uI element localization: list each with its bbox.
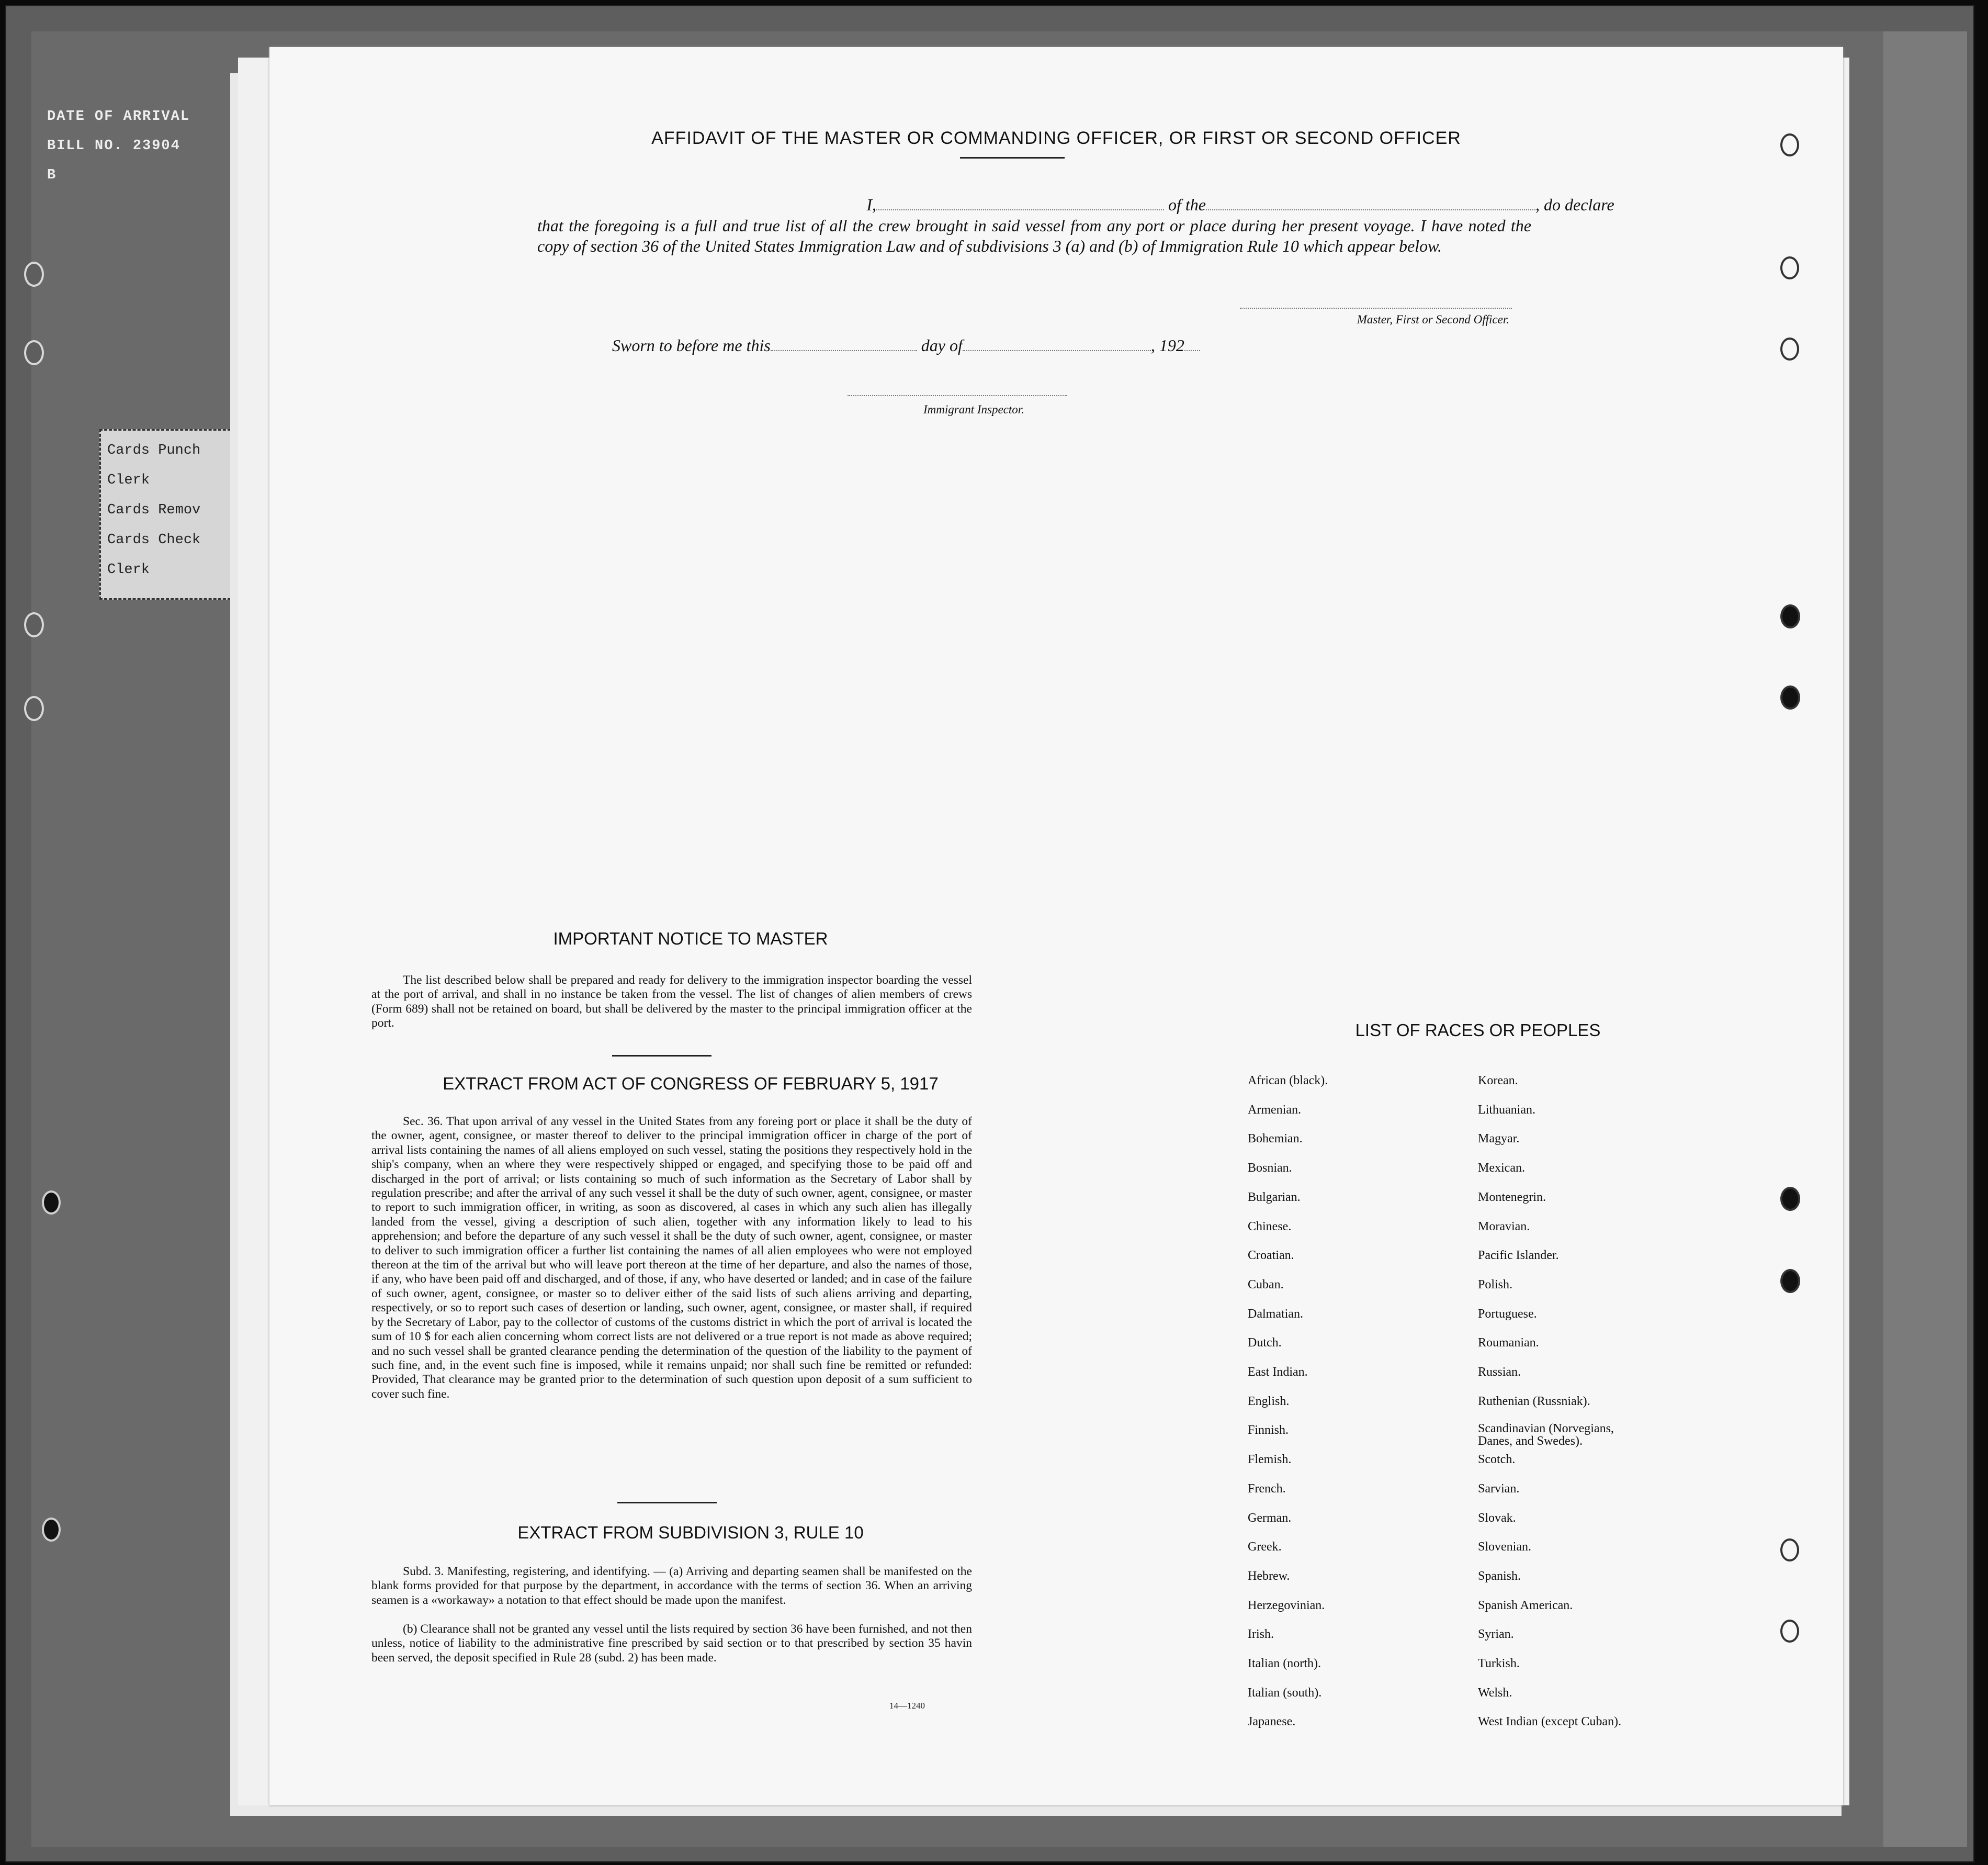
race-item: Magyar.: [1478, 1132, 1520, 1146]
sworn-month-field[interactable]: [963, 350, 1151, 351]
race-item: Welsh.: [1478, 1686, 1512, 1700]
sworn-line: [612, 336, 1397, 355]
section-rule: [612, 1055, 711, 1057]
stamp-line: B: [47, 167, 57, 183]
race-item: Bohemian.: [1248, 1132, 1303, 1146]
form-number: 14—1240: [889, 1701, 925, 1711]
inspector-label: Immigrant Inspector.: [923, 403, 1024, 416]
punch-hole: [42, 1518, 61, 1542]
sworn-year-field[interactable]: [1184, 350, 1200, 351]
race-item: Hebrew.: [1248, 1569, 1290, 1583]
race-item: Dalmatian.: [1248, 1307, 1303, 1321]
signature-field[interactable]: [1240, 308, 1512, 309]
race-item: African (black).: [1248, 1074, 1328, 1087]
card-box-line: Cards Check: [107, 532, 201, 548]
race-item: Herzegovinian.: [1248, 1598, 1325, 1612]
race-item: Chinese.: [1248, 1219, 1292, 1233]
subdivision-3a-body: Subd. 3. Manifesting, registering, and identifying. — (a) Arriving and departing seamen shall be manifested on the blank forms provided for that purpose by the department, in accordance with the terms of section 36. When an arriving seamen is a «workaway» a notation to that effect should be made upon the manifest.: [371, 1565, 972, 1607]
punch-hole: [24, 262, 44, 287]
crew-list-sheet: [269, 47, 1843, 1805]
inspector-signature-field[interactable]: [848, 395, 1067, 396]
race-item: German.: [1248, 1511, 1292, 1525]
card-box-line: Clerk: [107, 473, 150, 488]
race-item: Croatian.: [1248, 1249, 1294, 1263]
section-rule: [617, 1502, 717, 1503]
race-item: Slovenian.: [1478, 1540, 1531, 1554]
race-item: Greek.: [1248, 1540, 1282, 1554]
extract-act-title: EXTRACT FROM ACT OF CONGRESS OF FEBRUARY 5, 1917: [443, 1074, 939, 1093]
affidavit-title: AFFIDAVIT OF THE MASTER OR COMMANDING OFFICER, OR FIRST OR SECOND OFFICER: [651, 128, 1461, 148]
punch-hole: [42, 1190, 61, 1215]
punch-hole: [1780, 1538, 1799, 1561]
card-punch-box: [99, 429, 235, 600]
punch-hole: [1780, 256, 1799, 279]
race-item: Armenian.: [1248, 1103, 1301, 1117]
race-item: Polish.: [1478, 1277, 1513, 1291]
race-item: Italian (north).: [1248, 1657, 1321, 1670]
punch-hole: [1780, 686, 1800, 710]
race-item: Spanish American.: [1478, 1598, 1573, 1612]
vessel-field[interactable]: [1206, 209, 1535, 210]
race-item: French.: [1248, 1481, 1286, 1496]
label-day-of: day of: [921, 336, 963, 355]
race-item: Russian.: [1478, 1365, 1521, 1379]
punch-hole: [1780, 604, 1800, 628]
label-year: , 192: [1150, 336, 1184, 355]
punch-hole: [24, 612, 44, 637]
race-item: Portuguese.: [1478, 1307, 1537, 1321]
race-item: West Indian (except Cuban).: [1478, 1715, 1621, 1729]
race-item: English.: [1248, 1394, 1290, 1408]
punch-hole: [24, 696, 44, 721]
race-item: Spanish.: [1478, 1569, 1521, 1583]
punch-hole: [1780, 338, 1799, 361]
race-item: Ruthenian (Russniak).: [1478, 1394, 1590, 1408]
card-box-line: Clerk: [107, 562, 150, 578]
race-item: Moravian.: [1478, 1219, 1530, 1233]
race-item: Bulgarian.: [1248, 1190, 1301, 1204]
race-item: Montenegrin.: [1478, 1190, 1546, 1204]
punch-hole: [24, 340, 44, 365]
punch-hole: [1780, 1187, 1800, 1211]
race-item: Bosnian.: [1248, 1161, 1292, 1175]
race-item: Mexican.: [1478, 1161, 1525, 1175]
races-title: LIST OF RACES OR PEOPLES: [1355, 1020, 1601, 1040]
folder-right-edge: [1883, 31, 1967, 1847]
race-item: Irish.: [1248, 1627, 1274, 1642]
notice-body: The list described below shall be prepared and ready for delivery to the immigration inspector boarding the vessel at the port of arrival, and shall in no instance be taken from the vessel. The list of changes of alien members of crews (Form 689) shall not be retained on board, but shall be delivered by the master to the principal immigration officer at the port.: [371, 973, 972, 1030]
card-box-line: Cards Punch: [107, 443, 201, 458]
punch-hole: [1780, 1620, 1799, 1643]
affidavit-body: that the foregoing is a full and true list of all the crew brought in said vessel from any port or place during her present voyage. I have noted the copy of section 36 of the United States Immigration Law and of subdivisions 3 (a) and (b) of Immigration Rule 10 which appear below.: [537, 216, 1531, 255]
signature-label: Master, First or Second Officer.: [1357, 313, 1509, 326]
race-item: Flemish.: [1248, 1453, 1292, 1467]
label-of-the: of the: [1168, 195, 1206, 214]
sworn-day-field[interactable]: [771, 350, 917, 351]
notice-title: IMPORTANT NOTICE TO MASTER: [553, 929, 828, 948]
arrival-stamp: [47, 102, 190, 190]
subdivision-3b-body: (b) Clearance shall not be granted any vessel until the lists required by section 36 have been furnished, and not then unless, notice of liability to the administrative fine prescribed by said section or to that prescribed by section 35 havin been served, the deposit specified in Rule 28 (subd. 2) has been made.: [371, 1622, 972, 1665]
race-item: Japanese.: [1248, 1715, 1296, 1729]
extract-rule-title: EXTRACT FROM SUBDIVISION 3, RULE 10: [517, 1523, 864, 1542]
section-36-body: Sec. 36. That upon arrival of any vessel in the United States from any foreing port or place it shall be the duty of the owner, agent, consignee, or master thereof to deliver to the principal immigration officer in charge of the port of arrival lists containing the names of all aliens employed on such vessel, stating the positions they respectively hold in the ship's company, when an where they were respectively shipped or engaged, and specifying those to be paid off and discharged in the port of arrival; or lists containing so much of such information as the Secretary of Labor shall by regulation prescribe; and after the arrival of any such vessel it shall be the duty of such owner, agent, consignee, or master to report to such immigration officer, in writing, as soon as discovered, al cases in which any such alien has illegally landed from the vessel, giving a description of such alien, together with any information likely to lead to his apprehension; and before the departure of any such vessel it shall be the duty of such owner, agent, consignee, or master to deliver to such immigration officer a further list containing the names of all alien employees who were not employed thereon at the tim of the arrival but who will leave port thereon at the time of her departure, and also the names of those, if any, who have been paid off and discharged, and of those, if any, who have deserted or landed; and in case of the failure of such owner, agent, consignee, or master so to deliver either of the said lists of such aliens arriving and departing, respectively, or so to report such cases of desertion or landing, such owner, agent, consignee, or master shall, if required by the Secretary of Labor, pay to the collector of customs of the customs district in which the port of arrival is located the sum of 10 $ for each alien concerning whom correct lists are not delivered or a true report is not made as above required; and no such vessel shall be granted clearance pending the determination of the question of the liability to the payment of such fine, and, in the event such fine is imposed, while it remains unpaid; nor shall such fine be remitted or refunded: Provided, That clearance may be granted prior to the determination of such question upon deposit of a sum sufficient to cover such fine.: [371, 1115, 972, 1401]
label-sworn: Sworn to before me this: [612, 336, 771, 355]
race-item: Roumanian.: [1478, 1336, 1539, 1350]
race-item: Korean.: [1478, 1074, 1518, 1087]
race-item: Turkish.: [1478, 1657, 1520, 1670]
race-item: Scandinavian (Norvegians, Danes, and Swedes).: [1478, 1422, 1614, 1448]
affidavit-declaration-line: [531, 195, 1614, 215]
race-item: Dutch.: [1248, 1336, 1282, 1350]
card-box-line: Cards Remov: [107, 502, 201, 518]
label-do-declare: , do declare: [1535, 195, 1614, 214]
race-item: Finnish.: [1248, 1423, 1289, 1437]
stamp-line: DATE OF ARRIVAL: [47, 109, 190, 125]
race-item: East Indian.: [1248, 1365, 1308, 1379]
name-field[interactable]: [876, 209, 1164, 210]
race-item: Scotch.: [1478, 1453, 1516, 1467]
race-item: Sarvian.: [1478, 1481, 1520, 1496]
title-rule: [960, 157, 1065, 159]
race-item: Syrian.: [1478, 1627, 1514, 1642]
race-item: Pacific Islander.: [1478, 1249, 1559, 1263]
race-item: Italian (south).: [1248, 1686, 1322, 1700]
race-item: Cuban.: [1248, 1277, 1284, 1291]
stamp-line: BILL NO. 23904: [47, 138, 180, 154]
race-item: Slovak.: [1478, 1511, 1516, 1525]
label-i: I,: [866, 195, 876, 214]
race-item: Lithuanian.: [1478, 1103, 1535, 1117]
punch-hole: [1780, 1269, 1800, 1293]
